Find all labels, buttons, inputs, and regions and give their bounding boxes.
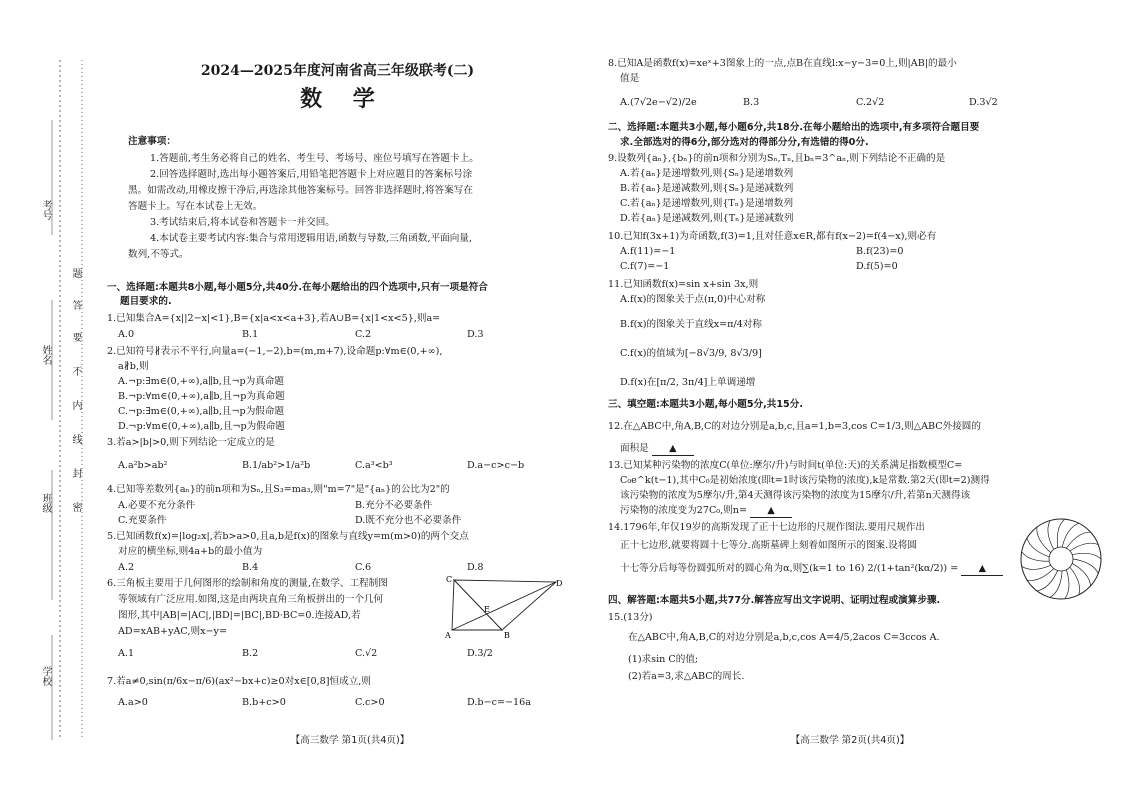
question-stem (620, 443, 694, 456)
seal-char: 封 (70, 468, 81, 478)
petal-arc (1070, 567, 1080, 595)
notice-line: 黑。如需改动,用橡皮擦干净后,再选涂其他答案标号。回答非选择题时,将答案写在 (128, 185, 473, 196)
option: C.若{aₙ}是递增数列,则{Tₙ}是递增数列 (620, 198, 794, 209)
petal-arc (1070, 543, 1098, 551)
question-stem: 10.已知f(3x+1)为奇函数,f(3)=1,且对任意x∈R,都有f(x−2)=f(4−x),则必有 (608, 231, 937, 242)
fig-label-a: A (445, 631, 451, 640)
question-stem (620, 505, 792, 518)
option: A.f(x)的图象关于点(π,0)中心对称 (620, 294, 766, 305)
option: B.1 (242, 329, 259, 340)
answer-blank: ▲ (961, 563, 1003, 576)
question-stem: C₀e^k(t−1),其中C₀是初始浓度(即t=1时该污染物的浓度),k是常数.第2天(即t=2)测得 (620, 475, 990, 486)
section-heading: 二、选择题:本题共3小题,每小题6分,共18分.在每小题给出的选项中,有多项符合题目要 (608, 122, 980, 133)
section-heading: 三、填空题:本题共3小题,每小题5分,共15分. (608, 399, 803, 410)
option: C.f(7)=−1 (620, 261, 670, 272)
option: B.2 (242, 648, 259, 659)
page-footer: 【高三数学 第2页(共4页)】 (790, 735, 910, 746)
option: B.4 (242, 562, 259, 573)
option: C.2√2 (856, 97, 885, 108)
question-stem: 2.已知符号∦表示不平行,向量a=(−1,−2),b=(m,m+7),设命题p:∀m∈(0,+∞), (107, 346, 443, 357)
option: C.a³<b³ (355, 460, 393, 471)
petal-arc (1037, 527, 1051, 553)
option: C.c>0 (355, 697, 385, 708)
option: A.若{aₙ}是递增数列,则{Sₙ}是递增数列 (620, 168, 794, 179)
gutter-label-class: 班级 (40, 493, 51, 513)
question-stem: 5.已知函数f(x)=|log₂x|,若b>a>0,且a,b是f(x)的图象与直线y=m(m>0)的两个交点 (107, 531, 469, 542)
question-stem: 值是 (620, 73, 640, 84)
question-stem: 1.已知集合A={x||2−x|<1},B={x|a<x<a+3},若A∪B={x|1<x<5},则a= (107, 313, 441, 324)
option: C.2 (355, 329, 372, 340)
option: C.f(x)的值域为[−8√3/9, 8√3/9] (620, 348, 762, 359)
notice-line: 答题卡上。写在本试卷上无效。 (128, 201, 263, 212)
gauss-heptadecagon-figure (1018, 516, 1104, 602)
fig-label-b: B (504, 631, 510, 640)
option: C.√2 (355, 648, 378, 659)
option: D.3 (467, 329, 484, 340)
question-part: (1)求sin C的值; (628, 654, 699, 665)
question-text: 面积是 (620, 443, 649, 454)
question-stem: 14.1796年,年仅19岁的高斯发现了正十七边形的尺规作图法.要用尺规作出 (608, 522, 926, 533)
question-stem: 6.三角板主要用于几何图形的绘制和角度的测量,在数学、工程制图 (107, 578, 388, 589)
option: A.a>0 (118, 697, 148, 708)
question-stem: 等领域有广泛应用.如图,这是由两块直角三角板拼出的一个几何 (118, 594, 384, 605)
question-text: 污染物的浓度变为27C₀,则n= (620, 505, 748, 516)
fig-label-d: D (556, 579, 563, 588)
subject-title: 数 学 (300, 87, 375, 112)
option: A.2 (118, 562, 135, 573)
option: C.¬p:∃m∈(0,+∞),a∥b,且¬p为假命题 (118, 406, 285, 417)
question-stem: 11.已知函数f(x)=sin x+sin 3x,则 (608, 279, 759, 290)
option: D.b−c=−16a (467, 697, 531, 708)
option: C.充要条件 (118, 515, 167, 526)
answer-blank: ▲ (750, 505, 792, 518)
option: A.a²b>ab² (118, 460, 168, 471)
option: B.1/ab²>1/a²b (242, 460, 311, 471)
question-stem: 3.若a>|b|>0,则下列结论一定成立的是 (107, 437, 275, 448)
section-heading: 四、解答题:本题共5小题,共77分.解答应写出文字说明、证明过程或演算步骤. (608, 595, 941, 606)
option: C.6 (355, 562, 372, 573)
question-stem: 正十七边形,就要将圆十七等分.高斯墓碑上刻着如图所示的图案.设将圆 (620, 540, 917, 551)
question-stem: 13.已知某种污染物的浓度C(单位:摩尔/升)与时间t(单位:天)的关系满足指数模型C= (608, 460, 963, 471)
petal-arc (1037, 571, 1058, 591)
option: D.¬p:∀m∈(0,+∞),a∥b,且¬p为假命题 (118, 421, 286, 432)
option: D.若{aₙ}是递减数列,则{Tₙ}是递减数列 (620, 213, 794, 224)
question-stem: 8.已知A是函数f(x)=xeˣ+3图象上的一点,点B在直线l:x−y−3=0上,则|AB|的最小 (608, 58, 957, 69)
petal-arc (1022, 565, 1051, 569)
seal-char: 密 (70, 502, 81, 512)
seal-char: 题 (70, 268, 81, 278)
seal-char: 要 (70, 332, 81, 342)
binding-gutter (0, 0, 95, 794)
option: A.1 (118, 648, 135, 659)
petal-arc (1072, 553, 1101, 559)
option: D.f(x)在[π/2, 3π/4]上单调递增 (620, 377, 756, 388)
option: A.0 (118, 329, 135, 340)
petal-arc (1027, 569, 1054, 581)
question-stem: 图形,其中|AB|=|AC|,|BD|=|BC|,BD·BC=0.连接AD,若 (118, 610, 361, 621)
question-stem: 该污染物的浓度为5摩尔/升,第4天测得该污染物的浓度为15摩尔/升,若第n天测得该 (620, 490, 971, 501)
notice-line: 3.考试结束后,将本试卷和答题卡一并交回。 (150, 217, 335, 228)
option: A.(7√2e−√2)/2e (620, 97, 697, 108)
option: B.f(x)的图象关于直线x=π/4对称 (620, 319, 762, 330)
petal-arc (1022, 552, 1050, 562)
question-stem: 对应的横坐标,则4a+b的最小值为 (118, 546, 263, 557)
notice-line: 数列,不等式。 (128, 249, 189, 260)
option: D.3√2 (969, 97, 998, 108)
option: B.若{aₙ}是递减数列,则{Sₙ}是递减数列 (620, 183, 794, 194)
answer-blank: ▲ (652, 443, 694, 456)
notice-title: 注意事项： (128, 136, 176, 147)
notice-line: 1.答题前,考生务必将自己的姓名、考生号、考场号、座位号填写在答题卡上。 (150, 153, 479, 164)
question-stem: 4.已知等差数列{aₙ}的前n项和为Sₙ,且S₃=ma₃,则"m=7"是"{aₙ}的公比为2"的 (107, 484, 450, 495)
option: D.既不充分也不必要条件 (355, 515, 462, 526)
seal-char: 线 (70, 434, 81, 444)
petal-arc (1050, 571, 1062, 598)
petal-arc (1048, 521, 1054, 550)
seal-char: 答 (70, 300, 81, 310)
section-heading: 一、选择题:本题共8小题,每小题5分,共40分.在每小题给出的四个选项中,只有一项是符合 (107, 282, 488, 293)
option: D.3/2 (467, 648, 493, 659)
section-heading: 题目要求的. (120, 296, 172, 307)
option: D.a−c>c−b (467, 460, 525, 471)
question-head: 15.(13分) (608, 612, 653, 623)
question-stem: a∦b,则 (118, 361, 149, 372)
option: D.8 (467, 562, 484, 573)
option: B.3 (743, 97, 760, 108)
notice-line: 4.本试卷主要考试内容:集合与常用逻辑用语,函数与导数,三角函数,平面向量, (150, 233, 472, 244)
option: A.f(11)=−1 (620, 246, 676, 257)
fig-label-e: E (484, 605, 490, 614)
gutter-label-exam-no: 考号 (40, 200, 51, 220)
option: A.¬p:∃m∈(0,+∞),a∥b,且¬p为真命题 (118, 376, 285, 387)
question-stem: 9.设数列{aₙ},{bₙ}的前n项和分别为Sₙ,Tₙ,且bₙ=3^aₙ,则下列结论不正确的是 (608, 153, 946, 164)
petal-arc (1027, 538, 1049, 557)
question-part: (2)若a=3,求△ABC的周长. (628, 671, 745, 682)
question-stem: 7.若a≠0,sin(π/6x−π/6)(ax²−bx+c)≥0对x∈[0,8]恒成立,则 (107, 676, 371, 687)
option: A.必要不充分条件 (118, 500, 196, 511)
seal-char: 不 (70, 366, 81, 376)
question-stem: 在△ABC中,角A,B,C的对边分别是a,b,c,cos A=4/5,2acos C=3ccos A. (628, 632, 940, 643)
seal-char: 内 (70, 400, 81, 410)
triangle-figure (444, 572, 564, 644)
petal-arc (1065, 570, 1069, 599)
question-stem: 12.在△ABC中,角A,B,C的对边分别是a,b,c,且a=1,b=3,cos C=1/3,则△ABC外接圆的 (608, 421, 981, 432)
exam-title: 2024—2025年度河南省高三年级联考(二) (200, 63, 475, 79)
option: B.充分不必要条件 (355, 500, 433, 511)
option: B.¬p:∀m∈(0,+∞),a∥b,且¬p为真命题 (118, 391, 285, 402)
option: B.b+c>0 (242, 697, 286, 708)
section-heading: 求.全部选对的得6分,部分选对的得部分分,有选错的得0分. (620, 137, 869, 148)
question-text: 十七等分后每等份圆弧所对的圆心角为α,则∑(k=1 to 16) 2/(1+tan²(kα/2)) = (620, 563, 959, 574)
page-footer: 【高三数学 第1页(共4页)】 (290, 735, 410, 746)
question-stem: AD=xAB+yAC,则x−y= (118, 626, 227, 637)
gutter-label-name: 姓名 (40, 345, 51, 365)
option: B.f(23)=0 (856, 246, 904, 257)
question-stem (620, 563, 1003, 576)
option: D.f(5)=0 (856, 261, 898, 272)
notice-line: 2.回答选择题时,选出每小题答案后,用铅笔把答题卡上对应题目的答案标号涂 (150, 169, 473, 180)
fig-label-c: C (446, 575, 453, 584)
gutter-label-school: 学校 (40, 666, 51, 686)
